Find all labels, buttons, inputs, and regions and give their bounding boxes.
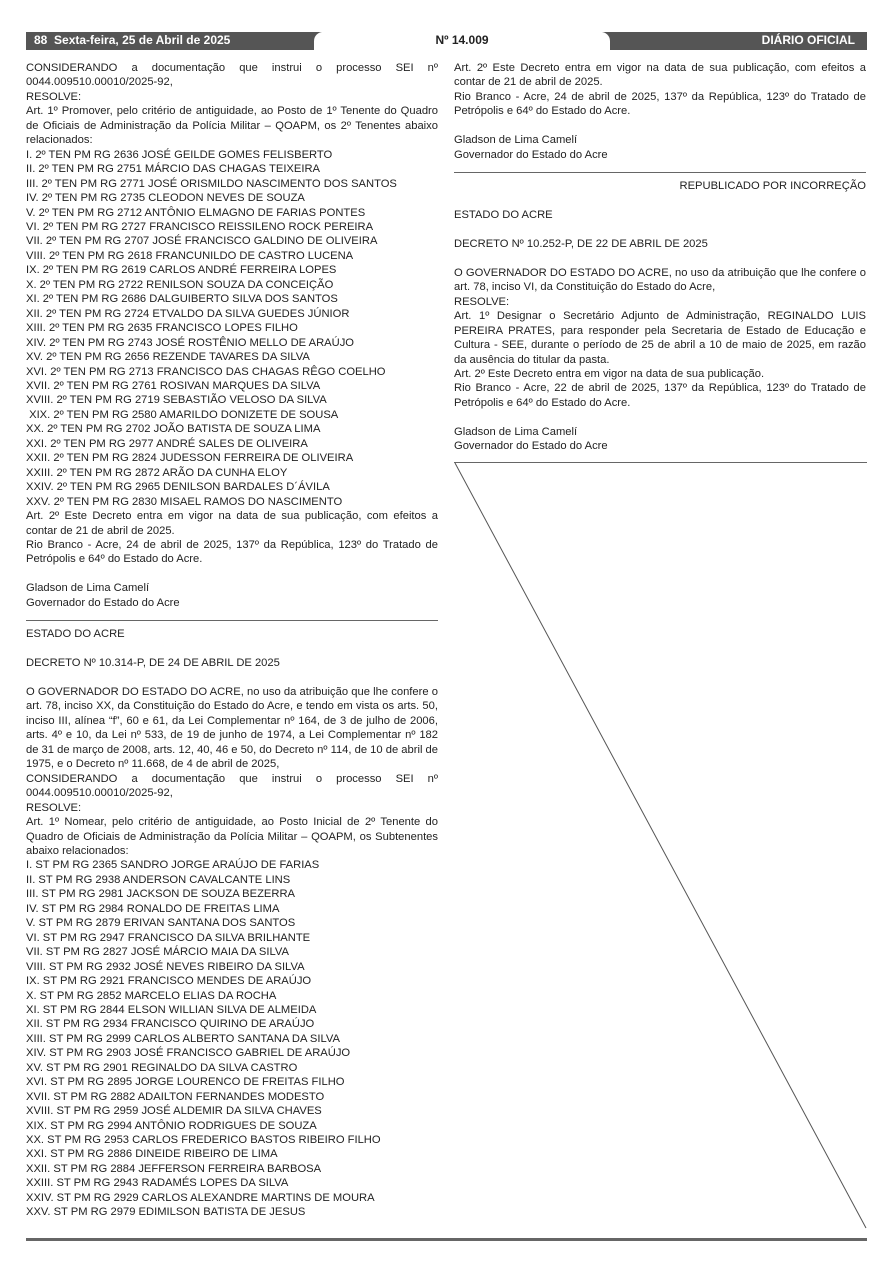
list-item: XII. 2º TEN PM RG 2724 ETVALDO DA SILVA GUEDES JÚNIOR	[26, 307, 350, 320]
section-divider	[26, 620, 438, 621]
promotion-list	[26, 148, 438, 509]
decree-title: DECRETO Nº 10.252-P, DE 22 DE ABRIL DE 2025	[454, 237, 708, 250]
list-item: VIII. ST PM RG 2932 JOSÉ NEVES RIBEIRO DA SILVA	[26, 960, 305, 973]
list-item: XIII. 2º TEN PM RG 2635 FRANCISCO LOPES FILHO	[26, 322, 298, 335]
list-item: XXV. ST PM RG 2979 EDIMILSON BATISTA DE JESUS	[26, 1206, 306, 1219]
list-item: XXI. 2º TEN PM RG 2977 ANDRÉ SALES DE OLIVEIRA	[26, 437, 308, 450]
list-item: III. 2º TEN PM RG 2771 JOSÉ ORISMILDO NASCIMENTO DOS SANTOS	[26, 177, 397, 190]
list-item: XXV. 2º TEN PM RG 2830 MISAEL RAMOS DO NASCIMENTO	[26, 495, 343, 508]
header-date: Sexta-feira, 25 de Abril de 2025	[54, 33, 231, 47]
list-item: X. 2º TEN PM RG 2722 RENILSON SOUZA DA CONCEIÇÃO	[26, 278, 334, 291]
list-item: XVII. ST PM RG 2882 ADAILTON FERNANDES MODESTO	[26, 1090, 325, 1103]
list-item: VI. ST PM RG 2947 FRANCISCO DA SILVA BRILHANTE	[26, 931, 311, 944]
list-item: XI. ST PM RG 2844 ELSON WILLIAN SILVA DE ALMEIDA	[26, 1003, 317, 1016]
signer-name: Gladson de Lima Camelí	[454, 425, 578, 438]
list-item: XVIII. 2º TEN PM RG 2719 SEBASTIÃO VELOSO DA SILVA	[26, 394, 327, 407]
list-item: XVII. 2º TEN PM RG 2761 ROSIVAN MARQUES DA SILVA	[26, 379, 321, 392]
preamble-paragraph: O GOVERNADOR DO ESTADO DO ACRE, no uso da atribuição que lhe confere o art. 78, inciso VI, da Constituição do Estado do Acre,	[454, 266, 866, 294]
list-item: III. ST PM RG 2981 JACKSON DE SOUZA BEZERRA	[26, 888, 295, 901]
page-number: 88	[34, 33, 48, 47]
list-item: XX. 2º TEN PM RG 2702 JOÃO BATISTA DE SOUZA LIMA	[26, 423, 321, 436]
signer-title: Governador do Estado do Acre	[454, 440, 608, 453]
list-item: IX. 2º TEN PM RG 2619 CARLOS ANDRÉ FERREIRA LOPES	[26, 264, 337, 277]
list-item: VII. ST PM RG 2827 JOSÉ MÁRCIO MAIA DA SILVA	[26, 946, 289, 959]
list-item: XV. ST PM RG 2901 REGINALDO DA SILVA CASTRO	[26, 1061, 298, 1074]
list-item: XXII. ST PM RG 2884 JEFFERSON FERREIRA BARBOSA	[26, 1162, 322, 1175]
list-item: XIX. 2º TEN PM RG 2580 AMARILDO DONIZETE DE SOUSA	[26, 408, 339, 421]
list-item: X. ST PM RG 2852 MARCELO ELIAS DA ROCHA	[26, 989, 277, 1002]
place-date: Rio Branco - Acre, 24 de abril de 2025, 137º da República, 123º do Tratado de Petrópolis e 64º do Estado do Acre.	[26, 538, 438, 566]
list-item: V. ST PM RG 2879 ERIVAN SANTANA DOS SANTOS	[26, 917, 296, 930]
state-heading: ESTADO DO ACRE	[26, 628, 125, 641]
article-1: Art. 1º Promover, pelo critério de antiguidade, ao Posto de 1º Tenente do Quadro de Oficiais de Administração da Polícia Militar – QOAPM, os 2º Tenentes abaixo relacionados:	[26, 105, 438, 147]
resolve-label: RESOLVE:	[26, 90, 82, 103]
list-item: XXIV. 2º TEN PM RG 2965 DENILSON BARDALES D´ÁVILA	[26, 481, 330, 494]
list-item: VIII. 2º TEN PM RG 2618 FRANCUNILDO DE CASTRO LUCENA	[26, 249, 354, 262]
publication-title: DIÁRIO OFICIAL	[761, 33, 855, 47]
list-item: XXII. 2º TEN PM RG 2824 JUDESSON FERREIRA DE OLIVEIRA	[26, 452, 354, 465]
list-item: XXIII. ST PM RG 2943 RADAMÉS LOPES DA SILVA	[26, 1177, 289, 1190]
left-column	[26, 61, 438, 1220]
list-item: XIV. ST PM RG 2903 JOSÉ FRANCISCO GABRIEL DE ARAÚJO	[26, 1047, 351, 1060]
appointment-list	[26, 858, 438, 1219]
signer-title: Governador do Estado do Acre	[26, 596, 180, 609]
article-1: Art. 1º Designar o Secretário Adjunto de Administração, REGINALDO LUIS PEREIRA PRATES, para responder pela Secretaria de Estado de Educação e Cultura - SEE, durante o período de 25 de abril a 10 de maio de 2025, em razão da ausência do titular da pasta.	[454, 310, 866, 366]
list-item: XIX. ST PM RG 2994 ANTÔNIO RODRIGUES DE SOUZA	[26, 1119, 317, 1132]
header-left	[34, 33, 230, 47]
list-item: XXI. ST PM RG 2886 DINEIDE RIBEIRO DE LIMA	[26, 1148, 278, 1161]
section-divider	[454, 172, 866, 173]
republished-note: REPUBLICADO POR INCORREÇÃO	[679, 180, 866, 193]
list-item: VI. 2º TEN PM RG 2727 FRANCISCO REISSILENO ROCK PEREIRA	[26, 220, 374, 233]
list-item: XI. 2º TEN PM RG 2686 DALGUIBERTO SILVA DOS SANTOS	[26, 293, 338, 306]
article-2: Art. 2º Este Decreto entra em vigor na data de sua publicação, com efeitos a contar de 21 de abril de 2025.	[454, 62, 866, 89]
considering-paragraph: CONSIDERANDO a documentação que instrui o processo SEI nº 0044.009510.00010/2025-92,	[26, 772, 438, 800]
article-2: Art. 2º Este Decreto entra em vigor na data de sua publicação, com efeitos a contar de 21 de abril de 2025.	[26, 510, 438, 537]
cancel-mark-diagonal	[455, 463, 866, 1228]
list-item: XIV. 2º TEN PM RG 2743 JOSÉ ROSTÊNIO MELLO DE ARAÚJO	[26, 336, 355, 349]
signer-name: Gladson de Lima Camelí	[26, 582, 150, 595]
list-item: XV. 2º TEN PM RG 2656 REZENDE TAVARES DA SILVA	[26, 351, 310, 364]
list-item: XXIV. ST PM RG 2929 CARLOS ALEXANDRE MARTINS DE MOURA	[26, 1191, 375, 1204]
article-1: Art. 1º Nomear, pelo critério de antiguidade, ao Posto Inicial de 2º Tenente do Quadro de Oficiais de Administração da Polícia Militar – QOAPM, os Subtenentes abaixo relacionados:	[26, 816, 438, 857]
list-item: I. ST PM RG 2365 SANDRO JORGE ARAÚJO DE FARIAS	[26, 859, 320, 872]
resolve-label: RESOLVE:	[26, 801, 82, 814]
list-item: XVI. 2º TEN PM RG 2713 FRANCISCO DAS CHAGAS RÊGO COELHO	[26, 365, 386, 378]
signer-name: Gladson de Lima Camelí	[454, 134, 578, 147]
preamble-paragraph: O GOVERNADOR DO ESTADO DO ACRE, no uso da atribuição que lhe confere o art. 78, inciso XX, da Constituição do Estado do Acre, e tendo em vista os arts. 50, inciso III, alínea “f”, 60 e 61, da Lei Complementar nº 164, de 3 de julho de 2006, arts. 4º e 10, da Lei nº 533, de 19 de junho de 1974, a Lei Complementar nº 182 de 31 de março de 2008, arts. 12, 40, 46 e 50, do Decreto nº 114, de 10 de abril de 1975, e o Decreto nº 11.668, de 4 de abril de 2025,	[26, 685, 438, 771]
list-item: I. 2º TEN PM RG 2636 JOSÉ GEILDE GOMES FELISBERTO	[26, 148, 333, 161]
signer-title: Governador do Estado do Acre	[454, 148, 608, 161]
list-item: IV. 2º TEN PM RG 2735 CLEODON NEVES DE SOUZA	[26, 192, 305, 205]
decree-title: DECRETO Nº 10.314-P, DE 24 DE ABRIL DE 2025	[26, 657, 280, 670]
list-item: II. ST PM RG 2938 ANDERSON CAVALCANTE LINS	[26, 873, 291, 886]
state-heading: ESTADO DO ACRE	[454, 209, 553, 222]
list-item: II. 2º TEN PM RG 2751 MÁRCIO DAS CHAGAS TEIXEIRA	[26, 163, 321, 176]
list-item: V. 2º TEN PM RG 2712 ANTÔNIO ELMAGNO DE FARIAS PONTES	[26, 206, 366, 219]
blank-space-cancel-mark	[454, 462, 868, 1232]
list-item: XXIII. 2º TEN PM RG 2872 ARÃO DA CUNHA ELOY	[26, 466, 288, 479]
list-item: XIII. ST PM RG 2999 CARLOS ALBERTO SANTANA DA SILVA	[26, 1032, 340, 1045]
article-2: Art. 2º Este Decreto entra em vigor na data de sua publicação.	[454, 368, 765, 380]
place-date: Rio Branco - Acre, 24 de abril de 2025, 137º da República, 123º do Tratado de Petrópolis e 64º do Estado do Acre.	[454, 90, 866, 118]
list-item: XX. ST PM RG 2953 CARLOS FREDERICO BASTOS RIBEIRO FILHO	[26, 1134, 381, 1147]
footer-rule	[26, 1238, 867, 1241]
list-item: IX. ST PM RG 2921 FRANCISCO MENDES DE ARAÚJO	[26, 975, 312, 988]
list-item: VII. 2º TEN PM RG 2707 JOSÉ FRANCISCO GALDINO DE OLIVEIRA	[26, 235, 378, 248]
place-date: Rio Branco - Acre, 22 de abril de 2025, 137º da República, 123º do Tratado de Petrópolis e 64º do Estado do Acre.	[454, 382, 866, 409]
list-item: XVI. ST PM RG 2895 JORGE LOURENCO DE FREITAS FILHO	[26, 1076, 345, 1089]
list-item: IV. ST PM RG 2984 RONALDO DE FREITAS LIMA	[26, 902, 280, 915]
issue-number: Nº 14.009	[435, 33, 489, 47]
resolve-label: RESOLVE:	[454, 295, 510, 308]
right-column	[454, 61, 866, 454]
page-header	[26, 32, 867, 50]
list-item: XII. ST PM RG 2934 FRANCISCO QUIRINO DE ARAÚJO	[26, 1018, 315, 1031]
considering-paragraph: CONSIDERANDO a documentação que instrui o processo SEI nº 0044.009510.00010/2025-92,	[26, 62, 438, 89]
list-item: XVIII. ST PM RG 2959 JOSÉ ALDEMIR DA SILVA CHAVES	[26, 1105, 322, 1118]
